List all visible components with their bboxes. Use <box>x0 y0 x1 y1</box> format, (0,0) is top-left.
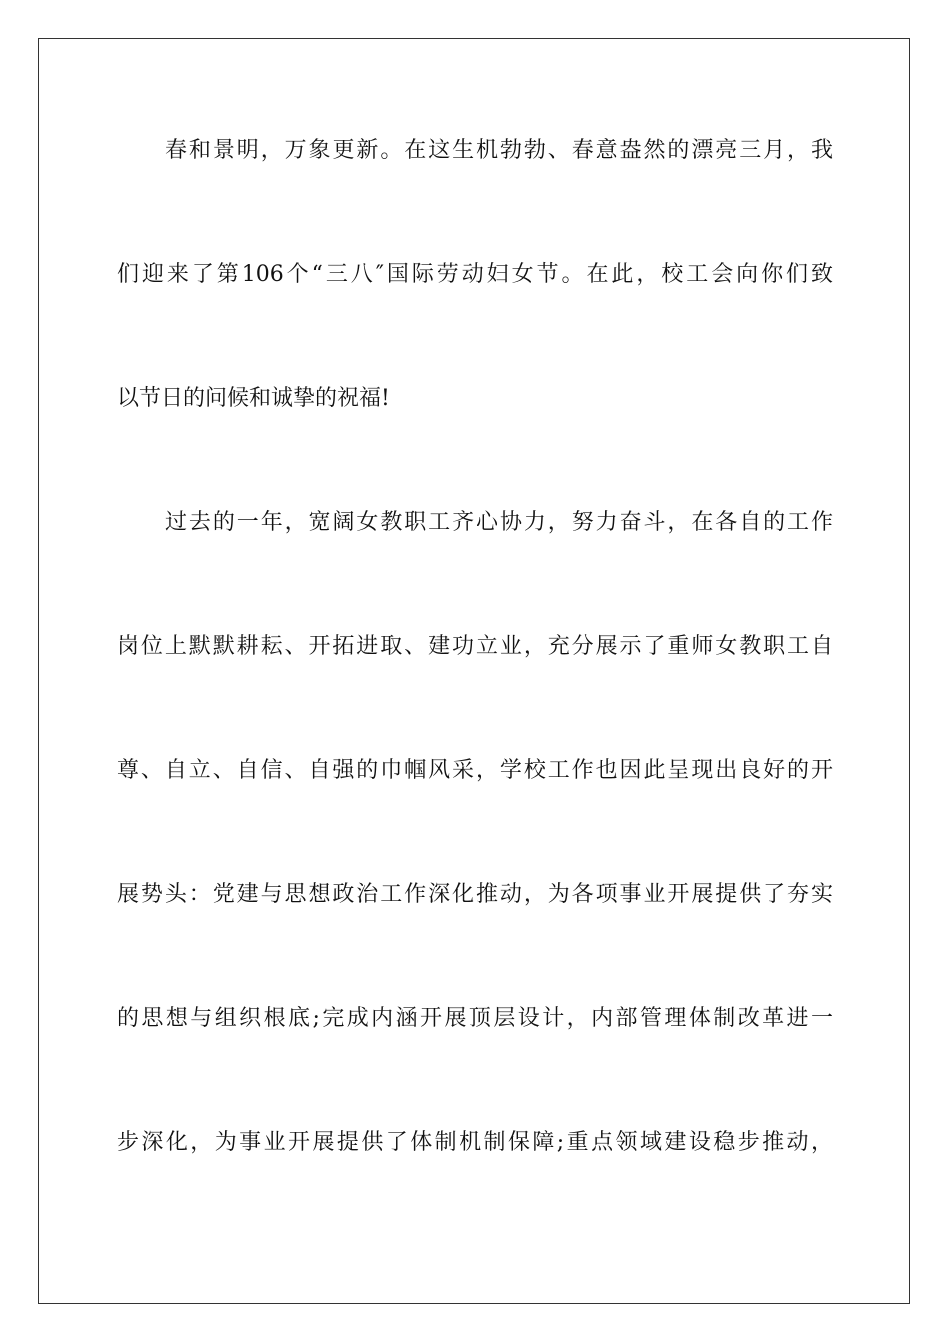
paragraph-2-line-1: 过去的一年，宽阔女教职工齐心协力，努力奋斗，在各自的工作 <box>165 510 833 535</box>
paragraph-2-line-5: 的思想与组织根底;完成内涵开展顶层设计，内部管理体制改革进一 <box>117 1006 833 1031</box>
paragraph-1-line-1: 春和景明，万象更新。在这生机勃勃、春意盎然的漂亮三月，我 <box>165 138 833 163</box>
paragraph-2-line-3: 尊、自立、自信、自强的巾帼风采，学校工作也因此呈现出良好的开 <box>117 758 833 783</box>
paragraph-1-line-3: 以节日的问候和诚挚的祝福! <box>117 386 390 411</box>
paragraph-1-line-2: 们迎来了第106个“三八″国际劳动妇女节。在此，校工会向你们致 <box>117 262 833 287</box>
paragraph-2-line-2: 岗位上默默耕耘、开拓进取、建功立业，充分展示了重师女教职工自 <box>117 634 833 659</box>
paragraph-2-line-6: 步深化，为事业开展提供了体制机制保障;重点领域建设稳步推动， <box>117 1130 833 1155</box>
page-border <box>38 38 910 1304</box>
paragraph-2-line-4: 展势头：党建与思想政治工作深化推动，为各项事业开展提供了夯实 <box>117 882 833 907</box>
